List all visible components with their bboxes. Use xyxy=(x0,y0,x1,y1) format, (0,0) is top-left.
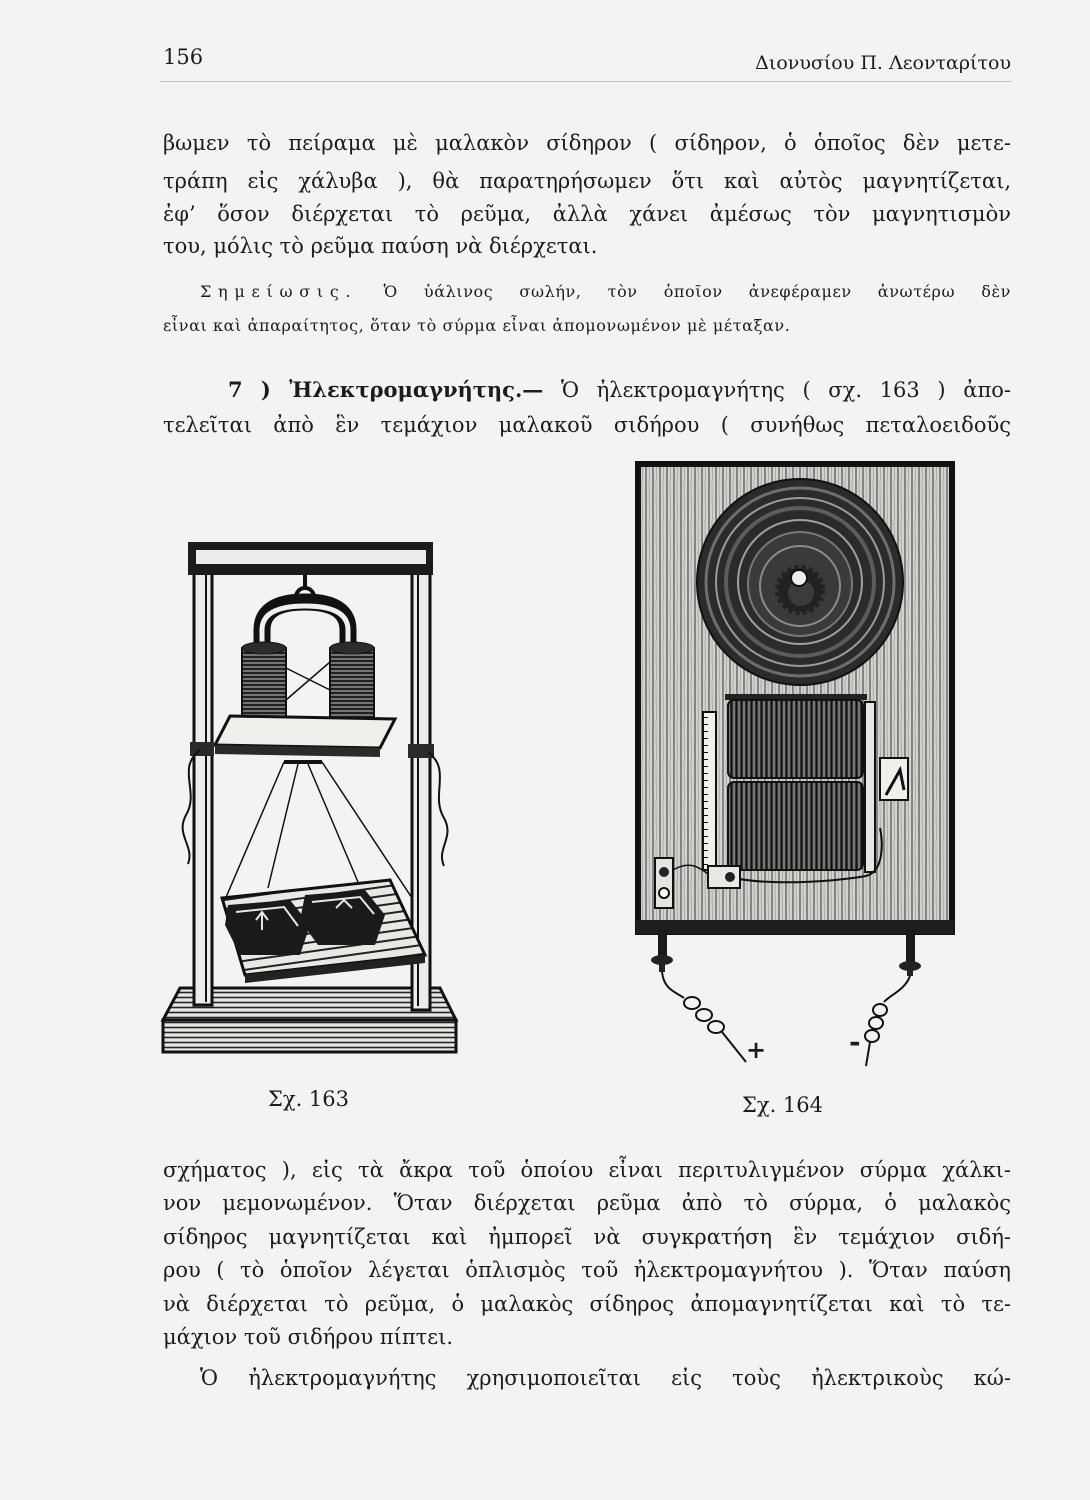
note-text: Ὁ ὑάλινος σωλήν, τὸν ὁποῖον ἀνεφέραμεν ἀνωτέρω δὲν xyxy=(383,282,1012,301)
supply-wires xyxy=(662,972,910,1066)
header-rule xyxy=(160,81,1012,82)
section-heading: 7 ) Ἠλεκτρομαγνήτης.— xyxy=(228,377,544,402)
note-label: Σημείωσις. xyxy=(200,282,358,301)
section-7-text: Ὁ ἠλεκτρομαγνήτης ( σχ. 163 ) ἀπο- xyxy=(560,378,1011,402)
paragraph-2-line: μάχιον τοῦ σιδήρου πίπτει. xyxy=(163,1325,454,1349)
lead-wires xyxy=(183,750,448,866)
stand-left-post xyxy=(194,573,212,1005)
page-number: 156 xyxy=(163,45,204,69)
section-7-first-line xyxy=(228,376,1011,404)
section-7-line: τελεῖται ἀπὸ ἓν τεμάχιον μαλακοῦ σιδήρου ( συνήθως πεταλοειδοῦς xyxy=(163,413,1011,437)
paragraph-1-line: του, μόλις τὸ ρεῦμα παύση νὰ διέρχεται. xyxy=(163,234,598,258)
paragraph-2-line: σχήματος ), εἰς τὰ ἄκρα τοῦ ὁποίου εἶναι περιτυλιγμένον σύρμα χάλκι- xyxy=(163,1158,1011,1182)
coil-connecting-wire xyxy=(286,662,330,700)
bell-gong xyxy=(697,479,903,685)
mounting-screws xyxy=(651,930,921,976)
paragraph-1-line: τράπη εἰς χάλυβα ), θὰ παρατηρήσωμεν ὅτι καὶ αὐτὸς μαγνητίζεται, xyxy=(163,169,1011,193)
paragraph-3-line: Ὁ ἠλεκτρομαγνήτης χρησιμοποιεῖται εἰς τοὺς ἠλεκτρικοὺς κώ- xyxy=(200,1366,1011,1390)
note-line xyxy=(200,280,1011,304)
plus-terminal-label: + xyxy=(746,1035,767,1064)
paragraph-1-line: βωμεν τὸ πείραμα μὲ μαλακὸν σίδηρον ( σίδηρον, ὁ ὁποῖος δὲν μετε- xyxy=(163,131,1011,155)
paragraph-2-line: σίδηρος μαγνητίζεται καὶ ἠμπορεῖ νὰ συγκρατήση ἓν τεμάχιον σιδή- xyxy=(163,1225,1011,1249)
paragraph-2-line: νον μεμονωμένον. Ὅταν διέρχεται ρεῦμα ἀπὸ τὸ σύρμα, ὁ μαλακὸς xyxy=(163,1191,1011,1215)
minus-terminal-label: - xyxy=(849,1025,861,1058)
figure-164-caption: Σχ. 164 xyxy=(742,1093,824,1117)
figure-163-caption: Σχ. 163 xyxy=(268,1087,350,1111)
figure-163-electromagnet-illustration xyxy=(150,535,460,1065)
paragraph-2-line: ρου ( τὸ ὁποῖον λέγεται ὁπλισμὸς τοῦ ἠλεκτρομαγνήτου ). Ὅταν παύση xyxy=(163,1258,1011,1282)
note-line: εἶναι καὶ ἀπαραίτητος, ὅταν τὸ σύρμα εἶναι ἀπομονωμένον μὲ μέταξαν. xyxy=(163,316,791,335)
right-coil xyxy=(330,642,374,728)
coil-shelf xyxy=(190,716,434,758)
figure-164-electric-bell-illustration xyxy=(625,455,970,1070)
paragraph-2-line: νὰ διέρχεται τὸ ρεῦμα, ὁ μαλακὸς σίδηρος ἀπομαγνητίζεται καὶ τὸ τε- xyxy=(163,1292,1011,1316)
running-title: Διονυσίου Π. Λεονταρίτου xyxy=(755,52,1011,74)
stand-top-beam xyxy=(188,542,433,575)
paragraph-1-line: ἐφ’ ὅσον διέρχεται τὸ ρεῦμα, ἀλλὰ χάνει ἀμέσως τὸν μαγνητισμὸν xyxy=(163,202,1011,226)
